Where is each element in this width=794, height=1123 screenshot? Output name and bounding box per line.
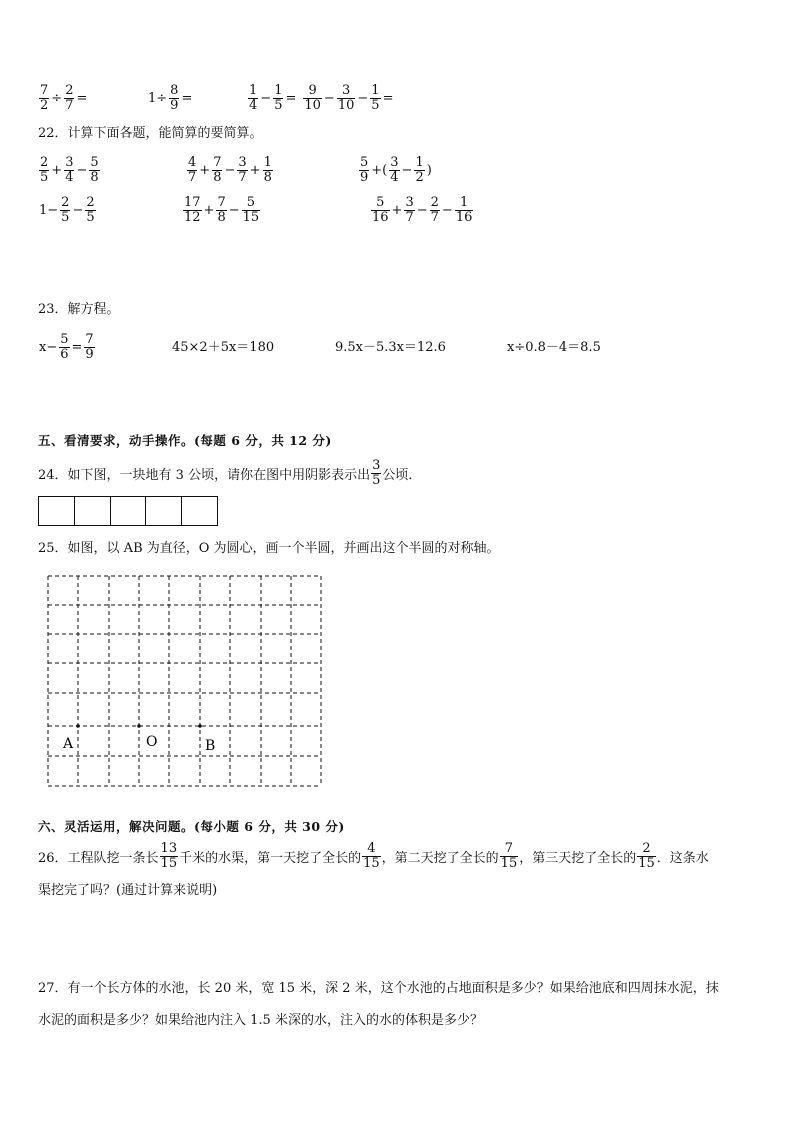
q23-eq-4: x÷0.8－4＝8.5 <box>507 340 601 355</box>
q22-expr-2: $\frac{4}{7}$ + $\frac{7}{8}$ − $\frac{3}{7}$ + $\frac{1}{8}$ <box>188 154 272 185</box>
q22-expr-5: $\frac{17}{12}$ + $\frac{7}{8}$ − $\frac{5}{15}$ <box>184 194 260 225</box>
label-o: O <box>146 734 158 750</box>
q27-line1: 27．有一个长方体的水池，长 20 米，宽 15 米，深 2 米，这个水池的占地面积是多少？如果给池底和四周抹水泥，抹 <box>38 981 719 996</box>
point-a-marker <box>76 724 80 728</box>
q22-expr-1: $\frac{2}{5}$ + $\frac{3}{4}$ − $\frac{5}{8}$ <box>40 154 99 185</box>
land-cell[interactable] <box>75 496 111 526</box>
section-5-heading: 五、看清要求，动手操作。(每题 6 分，共 12 分) <box>38 433 332 448</box>
point-b-marker <box>198 724 202 728</box>
q22-expr-6: $\frac{5}{16}$ + $\frac{3}{7}$ − $\frac{2}{7}$ − $\frac{1}{16}$ <box>372 194 473 225</box>
q22-title: 22．计算下面各题，能简算的要简算。 <box>38 126 263 141</box>
q23-eq-1: x− $\frac{5}{6}$ = $\frac{7}{9}$ <box>39 331 94 362</box>
land-cell[interactable] <box>38 496 75 526</box>
q22-expr-4: 1− $\frac{2}{5}$ − $\frac{2}{5}$ <box>39 194 95 225</box>
q23-eq-2: 45×2＋5x＝180 <box>172 340 275 355</box>
expr-row0-3: $\frac{1}{4}$ − $\frac{1}{5}$ = $\frac{9}{10}$ − $\frac{3}{10}$ − $\frac{1}{5}$ = <box>249 82 394 113</box>
q27-line2: 水泥的面积是多少？如果给池内注入 1.5 米深的水，注入的水的体积是多少？ <box>38 1013 483 1028</box>
land-cell[interactable] <box>111 496 147 526</box>
land-cell[interactable] <box>182 496 218 526</box>
q23-title: 23．解方程。 <box>38 302 120 317</box>
q24-text: 24．如下图，一块地有 3 公顷，请你在图中用阴影表示出 $\frac{3}{5}$ 公顷． <box>38 457 422 488</box>
q23-eq-3: 9.5x－5.3x＝12.6 <box>335 340 446 355</box>
q26-line1: 26．工程队挖一条长 $\frac{13}{15}$ 千米的水渠，第一天挖了全长的 $\frac{4}{15}$ ，第二天挖了全长的 $\frac{7}{15}$ ，第三天挖了全长的 $\frac{2}{15}$ ．这条水 <box>38 840 709 871</box>
land-cell[interactable] <box>146 496 182 526</box>
q24-land-strip <box>38 496 218 526</box>
label-b: B <box>205 738 216 754</box>
q22-expr-3: $\frac{5}{9}$ +( $\frac{3}{4}$ − $\frac{1}{2}$ ) <box>360 154 432 185</box>
label-a: A <box>63 736 74 752</box>
q26-line2: 渠挖完了吗？(通过计算来说明) <box>38 883 218 898</box>
q25-title: 25．如图，以 AB 为直径，O 为圆心，画一个半圆，并画出这个半圆的对称轴。 <box>38 541 500 556</box>
section-6-heading: 六、灵活运用，解决问题。(每小题 6 分，共 30 分) <box>38 819 345 834</box>
expr-row0-2: 1÷ $\frac{8}{9}$ = <box>148 82 193 113</box>
expr-row0-1: $\frac{7}{2}$ ÷ $\frac{2}{7}$ = <box>40 82 88 113</box>
point-o-marker <box>137 724 141 728</box>
q25-grid[interactable] <box>40 568 330 794</box>
